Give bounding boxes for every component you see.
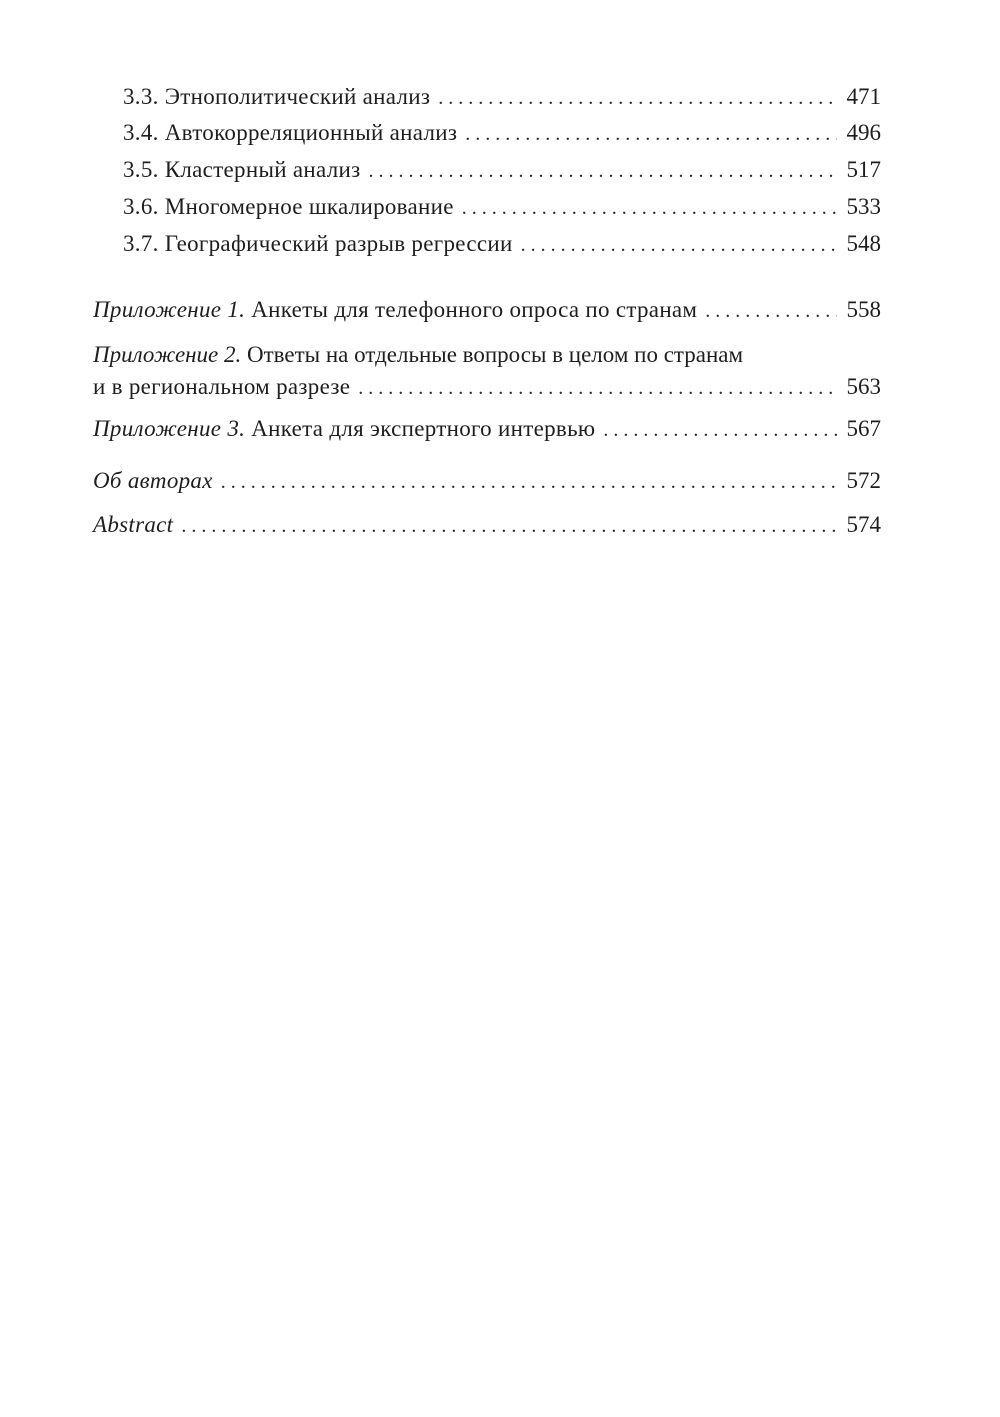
toc-entry-continuation xyxy=(93,372,881,403)
toc-entry-label: 3.3. Этнополитический анализ xyxy=(123,84,431,109)
dot-leader xyxy=(368,156,837,186)
appendix-title: Анкеты для телефонного опроса по странам xyxy=(251,297,698,322)
toc-page-number: 563 xyxy=(846,374,881,399)
toc-entry-label: 3.6. Многомерное шкалирование xyxy=(123,194,454,219)
toc-entry-appendix-1[interactable] xyxy=(93,295,881,326)
appendix-prefix: Приложение 2. xyxy=(93,342,242,367)
dot-leader xyxy=(358,373,837,403)
toc-entry-label: Об авторах xyxy=(93,468,213,493)
dot-leader xyxy=(465,119,837,149)
toc-entry-label: 3.5. Кластерный анализ xyxy=(123,157,361,182)
toc-entry-about-authors[interactable] xyxy=(93,466,881,497)
dot-leader xyxy=(181,511,837,541)
toc-entry-3-3[interactable] xyxy=(123,82,881,113)
appendix-title: Анкета для экспертного интервью xyxy=(251,416,596,441)
toc-entry-appendix-3[interactable] xyxy=(93,414,881,445)
toc-page-number: 574 xyxy=(846,512,881,537)
appendix-prefix: Приложение 1. xyxy=(93,297,246,322)
toc-page-number: 567 xyxy=(846,416,881,441)
toc-entry-label: Abstract xyxy=(93,512,174,537)
dot-leader xyxy=(521,230,837,260)
dot-leader xyxy=(705,296,837,326)
toc-entry-appendix-2[interactable] xyxy=(93,340,881,403)
toc-entry-label: 3.7. Географический разрыв регрессии xyxy=(123,231,513,256)
toc-entry-3-7[interactable] xyxy=(123,229,881,260)
appendix-title-continued: и в региональном разрезе xyxy=(93,374,351,399)
toc-entry-label: 3.4. Автокорреляционный анализ xyxy=(123,120,458,145)
toc-entry-abstract[interactable] xyxy=(93,510,881,541)
toc-entry-label xyxy=(93,340,881,370)
toc-page-number: 558 xyxy=(846,297,881,322)
appendix-prefix: Приложение 3. xyxy=(93,416,246,441)
toc-entry-label xyxy=(93,414,595,444)
toc-page-number: 496 xyxy=(846,120,881,145)
toc-page-number: 517 xyxy=(846,157,881,182)
dot-leader xyxy=(603,415,837,445)
dot-leader xyxy=(438,83,837,113)
toc-entry-3-6[interactable] xyxy=(123,192,881,223)
toc-page-number: 471 xyxy=(846,84,881,109)
toc-entry-3-4[interactable] xyxy=(123,118,881,149)
dot-leader xyxy=(221,467,837,497)
toc-page-number: 533 xyxy=(846,194,881,219)
toc-page-number: 572 xyxy=(846,468,881,493)
appendix-title: Ответы на отдельные вопросы в целом по странам xyxy=(247,342,744,367)
toc-entry-label xyxy=(93,295,697,325)
toc-entry-3-5[interactable] xyxy=(123,155,881,186)
dot-leader xyxy=(462,193,837,223)
toc-page-number: 548 xyxy=(846,231,881,256)
